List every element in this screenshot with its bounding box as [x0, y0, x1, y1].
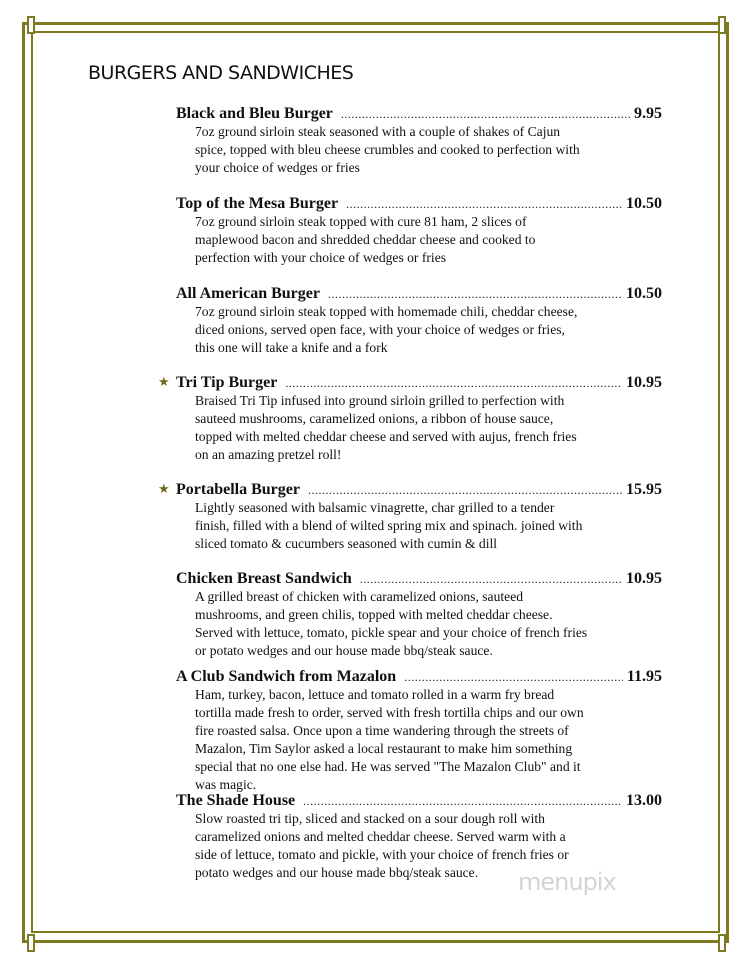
item-description: [195, 213, 662, 267]
description-line: 7oz ground sirloin steak topped with homemade chili, cheddar cheese,: [195, 304, 578, 319]
item-name: Chicken Breast Sandwich: [176, 570, 352, 587]
item-description: [195, 123, 662, 177]
star-icon: ★: [158, 481, 170, 496]
description-line: or potato wedges and our house made bbq/steak sauce.: [195, 643, 493, 658]
description-line: special that no one else had. He was served "The Mazalon Club" and it: [195, 759, 581, 774]
description-line: Braised Tri Tip infused into ground sirloin grilled to perfection with: [195, 393, 565, 408]
description-line: Lightly seasoned with balsamic vinagrette, char grilled to a tender: [195, 500, 555, 515]
description-line: your choice of wedges or fries: [195, 160, 360, 175]
item-description: [195, 392, 662, 464]
border-line: [22, 940, 729, 943]
border-line: [22, 22, 729, 25]
description-line: sliced tomato & cucumbers seasoned with cumin & dill: [195, 536, 498, 551]
description-line: Mazalon, Tim Saylor asked a local restaurant to make him something: [195, 741, 573, 756]
dot-leader: [285, 374, 622, 392]
description-line: perfection with your choice of wedges or fries: [195, 250, 447, 265]
corner-ornament: [718, 934, 726, 952]
item-price: 10.95: [626, 374, 662, 391]
item-price: 9.95: [634, 105, 662, 122]
description-line: fire roasted salsa. Once upon a time wandering through the streets of: [195, 723, 569, 738]
description-line: A grilled breast of chicken with caramelized onions, sauteed: [195, 589, 524, 604]
menu-item: [176, 285, 662, 357]
menu-item: [176, 570, 662, 660]
description-line: sauteed mushrooms, caramelized onions, a ribbon of house sauce,: [195, 411, 554, 426]
section-title: BURGERS AND SANDWICHES: [88, 62, 354, 84]
description-line: tortilla made fresh to order, served with fresh tortilla chips and our own: [195, 705, 584, 720]
menu-item: [176, 668, 662, 794]
star-icon: ★: [158, 374, 170, 389]
menu-item: [158, 481, 662, 553]
description-line: caramelized onions and melted cheddar cheese. Served warm with a: [195, 829, 566, 844]
description-line: finish, filled with a blend of wilted spring mix and spinach. joined with: [195, 518, 583, 533]
item-price: 11.95: [626, 668, 662, 685]
item-description: [195, 686, 662, 794]
dot-leader: [360, 570, 622, 588]
dot-leader: [341, 105, 630, 123]
dot-leader: [328, 285, 622, 303]
description-line: Slow roasted tri tip, sliced and stacked on a sour dough roll with: [195, 811, 545, 826]
item-description: [195, 588, 662, 660]
description-line: diced onions, served open face, with your choice of wedges or fries,: [195, 322, 565, 337]
corner-ornament: [718, 16, 726, 34]
item-price: 10.50: [626, 285, 662, 302]
item-description: [195, 303, 662, 357]
description-line: side of lettuce, tomato and pickle, with your choice of french fries or: [195, 847, 569, 862]
description-line: topped with melted cheddar cheese and served with aujus, french fries: [195, 429, 577, 444]
item-name: Black and Bleu Burger: [176, 105, 333, 122]
item-header: [176, 792, 662, 810]
description-line: this one will take a knife and a fork: [195, 340, 388, 355]
dot-leader: [346, 195, 622, 213]
item-name: A Club Sandwich from Mazalon: [176, 668, 397, 685]
item-name: Portabella Burger: [176, 481, 300, 498]
item-price: 15.95: [626, 481, 662, 498]
corner-ornament: [27, 16, 35, 34]
item-header: [176, 481, 662, 499]
description-line: 7oz ground sirloin steak topped with cure 81 ham, 2 slices of: [195, 214, 527, 229]
item-name: Tri Tip Burger: [176, 374, 278, 391]
description-line: spice, topped with bleu cheese crumbles and cooked to perfection with: [195, 142, 580, 157]
dot-leader: [303, 792, 622, 810]
border-line: [22, 22, 25, 943]
menu-item: [176, 195, 662, 267]
item-name: All American Burger: [176, 285, 320, 302]
watermark: menupix: [518, 868, 616, 896]
dot-leader: [404, 668, 623, 686]
description-line: Served with lettuce, tomato, pickle spear and your choice of french fries: [195, 625, 588, 640]
border-line: [31, 31, 33, 933]
item-price: 10.95: [626, 570, 662, 587]
border-line: [726, 22, 729, 943]
menu-item: [176, 105, 662, 177]
menu-item: [158, 374, 662, 464]
description-line: 7oz ground sirloin steak seasoned with a couple of shakes of Cajun: [195, 124, 561, 139]
description-line: Ham, turkey, bacon, lettuce and tomato rolled in a warm fry bread: [195, 687, 555, 702]
item-price: 10.50: [626, 195, 662, 212]
item-header: [176, 285, 662, 303]
description-line: potato wedges and our house made bbq/steak sauce.: [195, 865, 479, 880]
item-header: [176, 105, 662, 123]
item-description: [195, 499, 662, 553]
corner-ornament: [27, 934, 35, 952]
item-header: [176, 374, 662, 392]
description-line: mushrooms, and green chilis, topped with melted cheddar cheese.: [195, 607, 553, 622]
description-line: maplewood bacon and shredded cheddar cheese and cooked to: [195, 232, 536, 247]
item-header: [176, 195, 662, 213]
item-header: [176, 668, 662, 686]
border-line: [31, 31, 720, 33]
description-line: on an amazing pretzel roll!: [195, 447, 342, 462]
item-header: [176, 570, 662, 588]
item-price: 13.00: [626, 792, 662, 809]
description-line: was magic.: [195, 777, 257, 792]
border-line: [31, 931, 720, 933]
border-line: [718, 31, 720, 933]
item-name: The Shade House: [176, 792, 296, 809]
dot-leader: [308, 481, 622, 499]
item-name: Top of the Mesa Burger: [176, 195, 339, 212]
